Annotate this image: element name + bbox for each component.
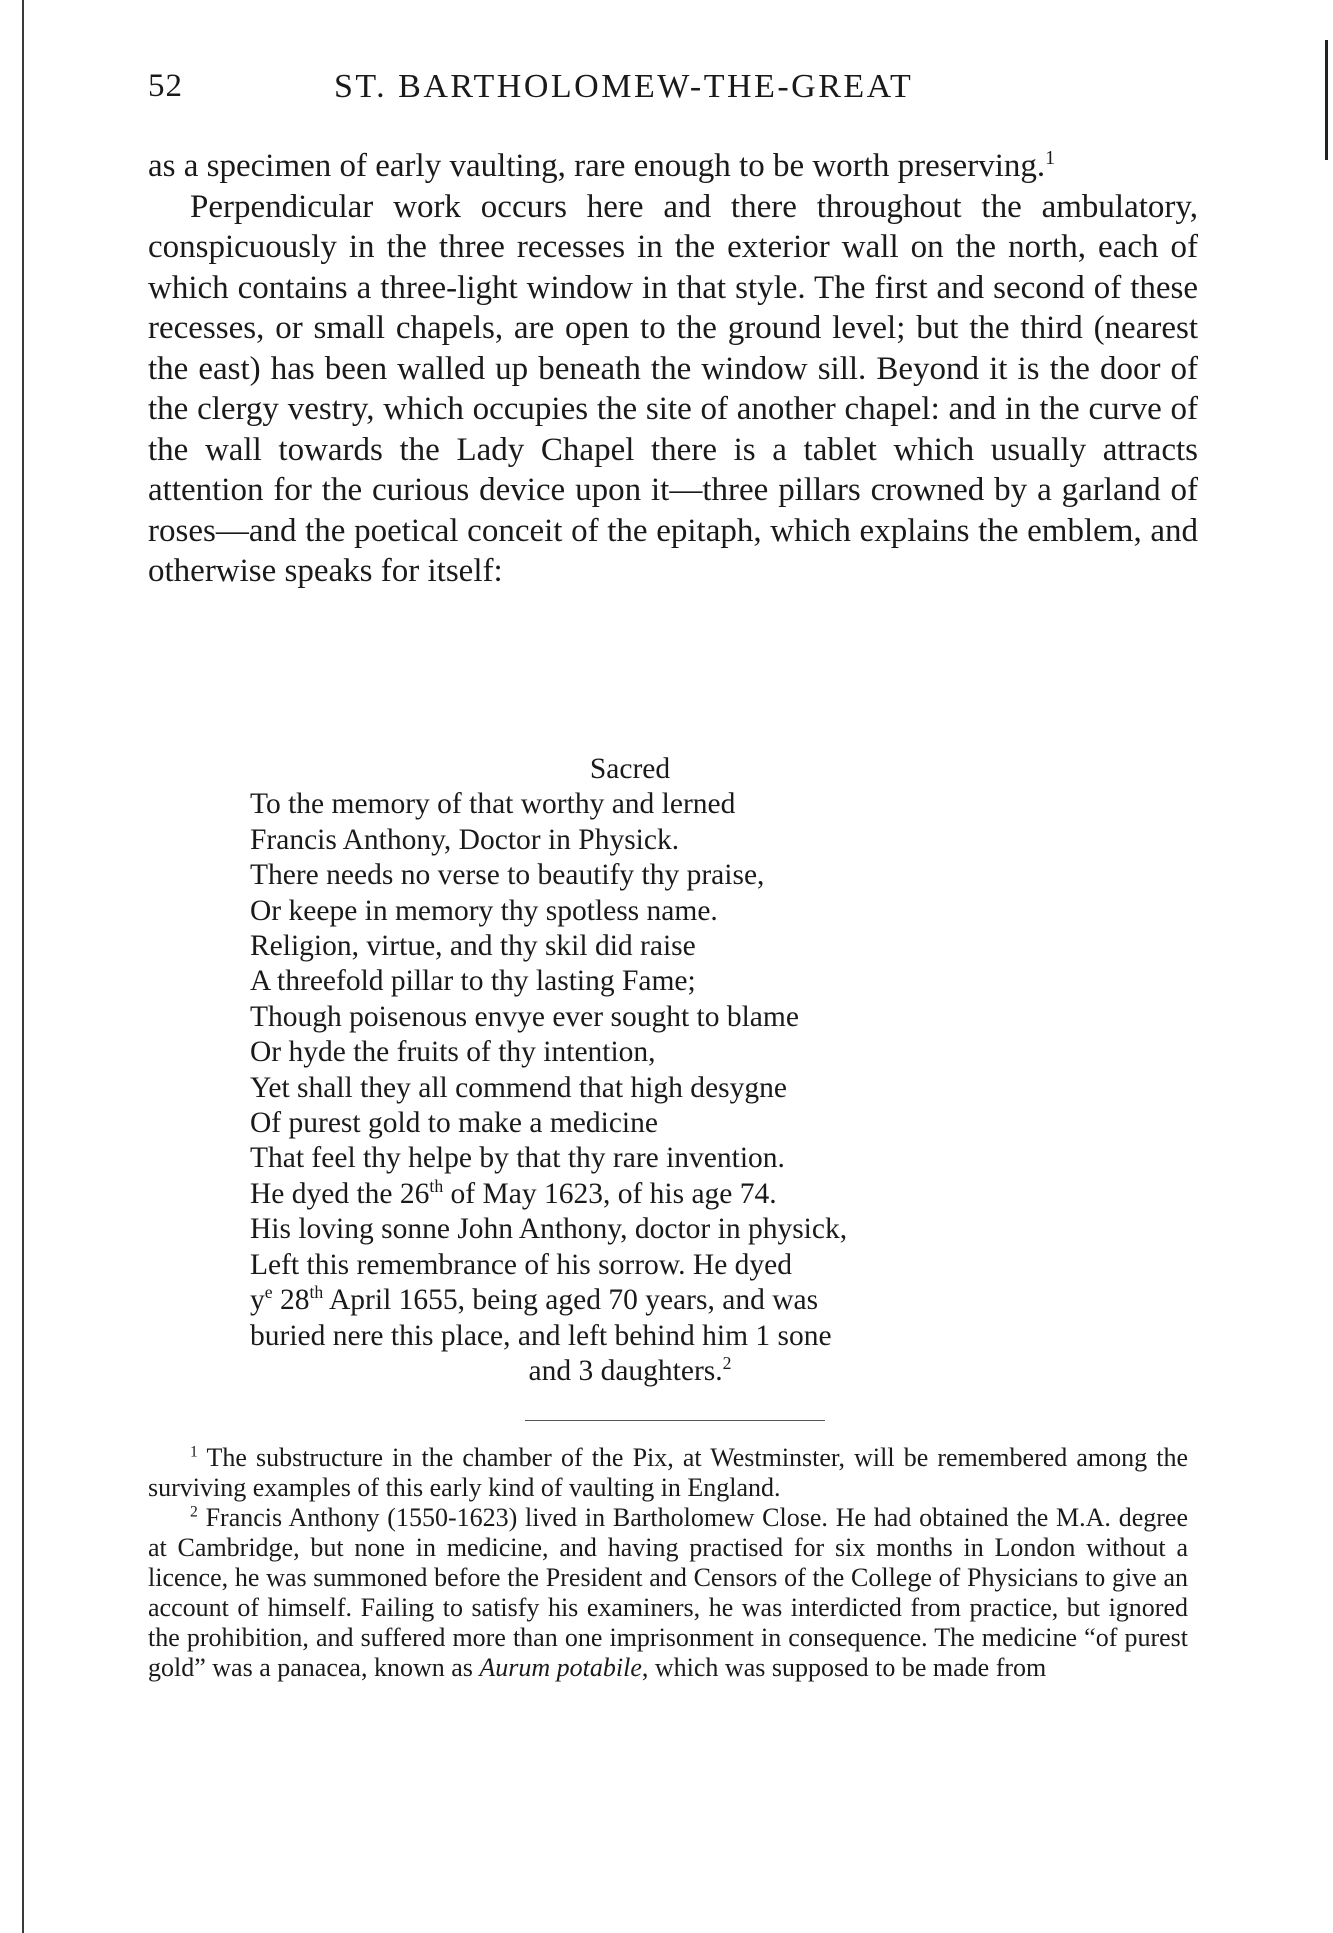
running-title: ST. BARTHOLOMEW-THE-GREAT bbox=[334, 68, 914, 105]
epitaph-text: y bbox=[250, 1284, 265, 1317]
epitaph-line: His loving sonne John Anthony, doctor in physick, bbox=[250, 1213, 848, 1246]
page-header bbox=[148, 68, 1198, 118]
footnote-2-text: Francis Anthony (1550-1623) lived in Bartholomew Close. He had obtained the M.A. degree at Cambridge, but none in medicine, and having practised for six months in London without a licence, he was summoned before the President and Censors of the College of Physicians to give an account of himself. Failing to satisfy his examiners, he was interdicted from practice, but ignored the prohibition, and suffered more than one imprisonment in consequence. The medicine “of purest gold” was a panacea, known as bbox=[148, 1503, 1188, 1682]
superscript: e bbox=[264, 1282, 273, 1303]
epitaph-line: Or hyde the fruits of thy intention, bbox=[250, 1036, 656, 1069]
footnote-ref-2: 2 bbox=[722, 1353, 732, 1374]
paragraph-2: Perpendicular work occurs here and there throughout the ambulatory, conspicuously in the three recesses in the exterior wall on the north, each of which contains a three-light window in that style. The first and second of these recesses, or small chapels, are open to the ground level; but the third (nearest the east) has been walled up beneath the window sill. Beyond it is the door of the clergy vestry, which occupies the site of another chapel: and in the curve of the wall towards the Lady Chapel there is a tablet which usually attracts attention for the curious device upon it—three pillars crowned by a garland of roses—and the poetical conceit of the epitaph, which explains the emblem, and otherwise speaks for itself: bbox=[148, 188, 1198, 589]
paragraph-1-text: as a specimen of early vaulting, rare enough to be worth preserving. bbox=[148, 148, 1046, 184]
footnote-divider bbox=[525, 1420, 825, 1421]
epitaph-death-text: He dyed the 26 bbox=[250, 1177, 430, 1210]
epitaph-heading: Sacred bbox=[589, 753, 671, 785]
epitaph-line: A threefold pillar to thy lasting Fame; bbox=[250, 965, 696, 998]
paragraph-1 bbox=[148, 146, 1198, 187]
footnote-2 bbox=[148, 1503, 1188, 1683]
footnote-2-text-end: , which was supposed to be made from bbox=[641, 1653, 1047, 1682]
epitaph-death-text: of May 1623, of his age 74. bbox=[443, 1177, 777, 1210]
footnote-1 bbox=[148, 1443, 1188, 1503]
epitaph-text: April 1655, being aged 70 years, and was bbox=[323, 1284, 819, 1317]
epitaph-text: and 3 daughters. bbox=[528, 1354, 723, 1387]
footnote-mark-1: 1 bbox=[190, 1443, 198, 1461]
epitaph bbox=[250, 752, 1010, 1389]
footnotes bbox=[148, 1443, 1188, 1683]
latin-term: Aurum potabile bbox=[479, 1653, 642, 1682]
epitaph-line: Francis Anthony, Doctor in Physick. bbox=[250, 823, 680, 856]
epitaph-line: buried nere this place, and left behind him 1 sone bbox=[250, 1319, 832, 1352]
ordinal-suffix: th bbox=[429, 1176, 444, 1197]
epitaph-line: Yet shall they all commend that high desygne bbox=[250, 1071, 787, 1104]
epitaph-line: That feel thy helpe by that thy rare invention. bbox=[250, 1142, 785, 1175]
epitaph-line: To the memory of that worthy and lerned bbox=[250, 788, 736, 821]
body-text bbox=[148, 146, 1198, 592]
epitaph-line: Left this remembrance of his sorrow. He dyed bbox=[250, 1248, 793, 1281]
epitaph-death-line bbox=[250, 1177, 1010, 1212]
footnote-mark-2: 2 bbox=[190, 1503, 198, 1521]
epitaph-line: Though poisenous envye ever sought to blame bbox=[250, 1000, 799, 1033]
epitaph-line: Or keepe in memory thy spotless name. bbox=[250, 894, 718, 927]
footnote-ref-1: 1 bbox=[1045, 147, 1055, 169]
page-edge-left bbox=[22, 0, 24, 1933]
epitaph-line: Religion, virtue, and thy skil did raise bbox=[250, 930, 696, 963]
epitaph-last-line bbox=[250, 1354, 1010, 1389]
page-edge-right bbox=[1325, 40, 1328, 160]
epitaph-text: 28 bbox=[272, 1284, 310, 1317]
epitaph-line: Of purest gold to make a medicine bbox=[250, 1107, 658, 1140]
epitaph-line: There needs no verse to beautify thy praise, bbox=[250, 859, 765, 892]
page-number: 52 bbox=[148, 68, 183, 104]
ordinal-suffix: th bbox=[309, 1282, 324, 1303]
epitaph-son-death-line bbox=[250, 1283, 1010, 1318]
footnote-1-text: The substructure in the chamber of the Pix, at Westminster, will be remembered among the surviving examples of this early kind of vaulting in England. bbox=[148, 1443, 1188, 1502]
